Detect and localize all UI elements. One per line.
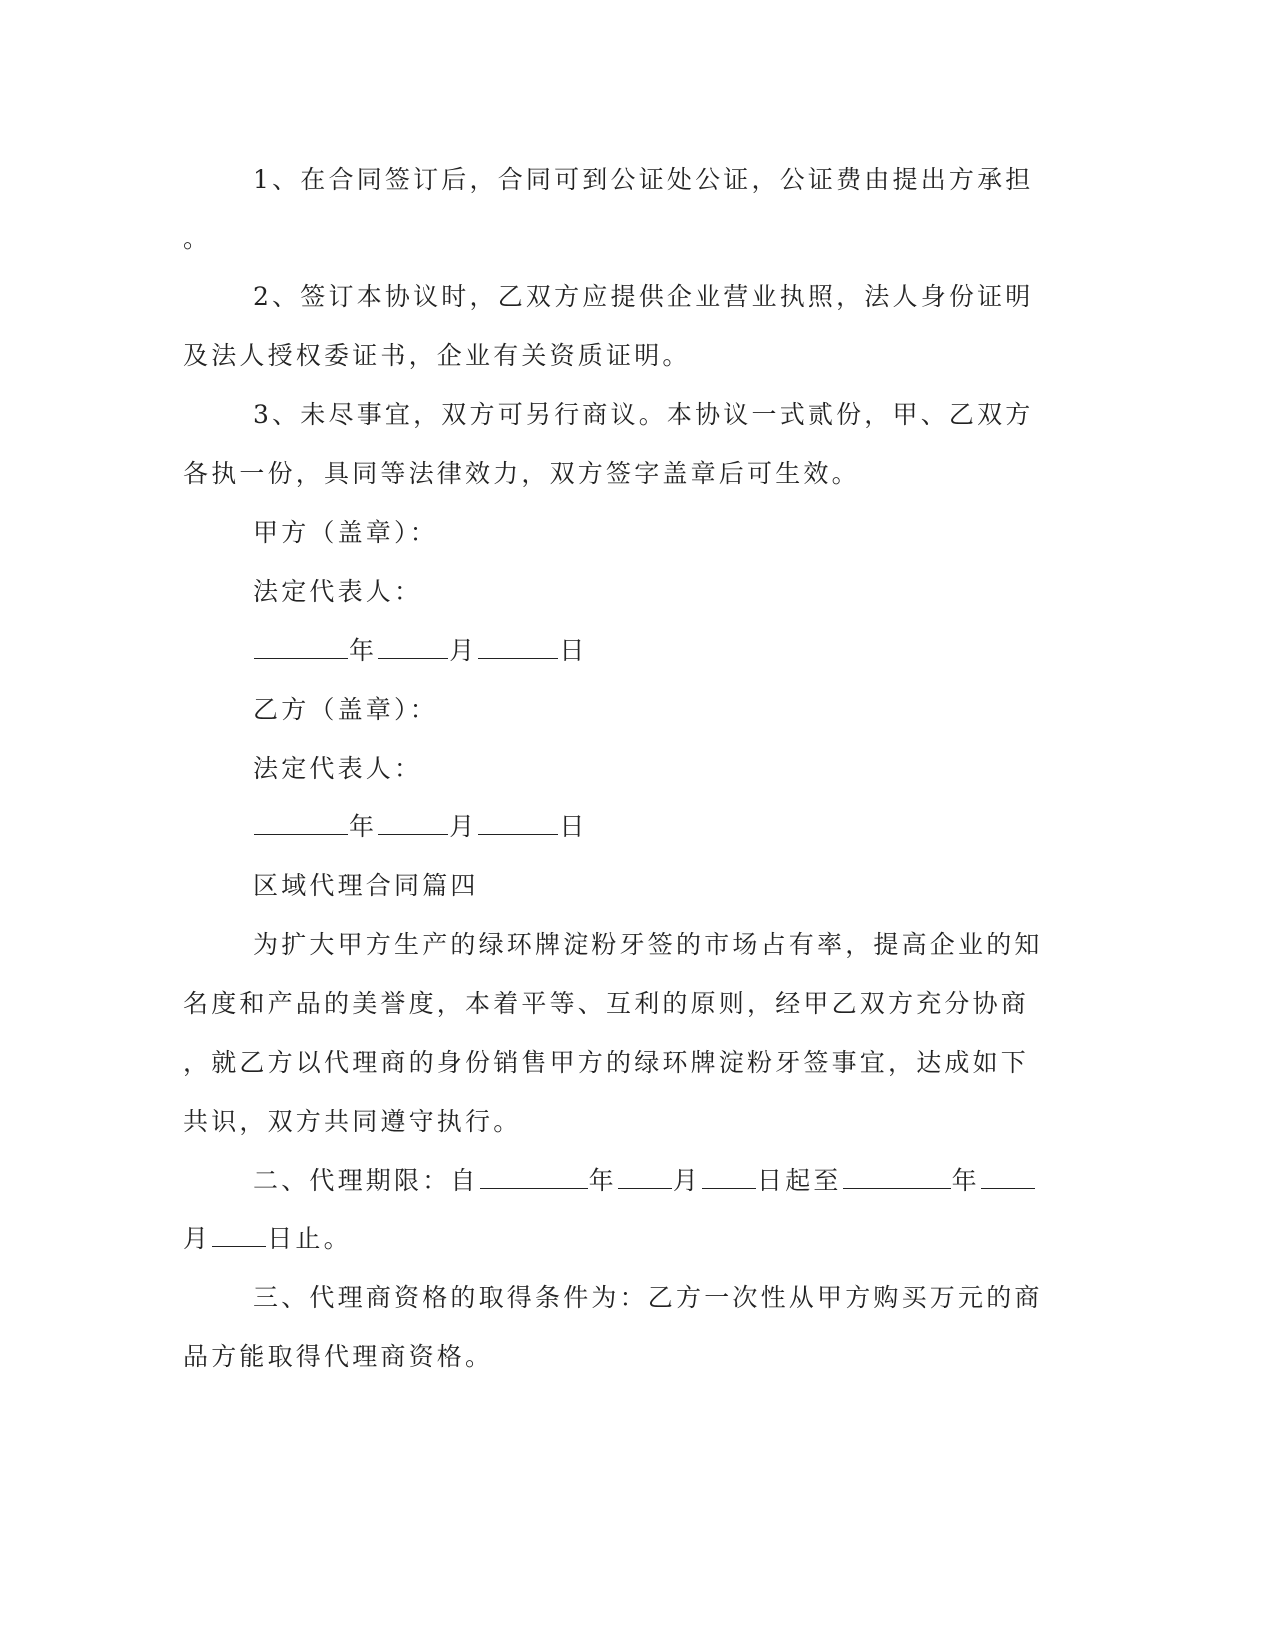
paragraph-line: 品方能取得代理商资格。 — [183, 1342, 494, 1371]
year-blank — [254, 634, 348, 659]
party-b-date-line — [253, 807, 1153, 847]
day-blank — [478, 810, 558, 835]
agency-period-line-continued — [183, 1219, 1083, 1259]
month-label: 月 — [449, 812, 478, 841]
paragraph-line: 三、代理商资格的取得条件为：乙方一次性从甲方购买万元的商 — [253, 1283, 1043, 1312]
start-day-label: 日起至 — [757, 1166, 842, 1195]
year-label: 年 — [349, 636, 378, 665]
end-day-label: 日止。 — [267, 1224, 352, 1253]
end-month-label: 月 — [183, 1224, 212, 1253]
start-day-blank — [702, 1164, 756, 1189]
party-a-date-line — [253, 631, 1153, 671]
end-month-blank — [981, 1164, 1035, 1189]
party-a-representative-label: 法定代表人： — [253, 577, 423, 606]
year-blank — [254, 810, 348, 835]
paragraph-line: 共识，双方共同遵守执行。 — [183, 1107, 522, 1136]
end-year-label: 年 — [951, 1166, 980, 1195]
agency-period-prefix: 二、代理期限：自 — [253, 1166, 479, 1195]
paragraph-line: 为扩大甲方生产的绿环牌淀粉牙签的市场占有率，提高企业的知 — [253, 930, 1043, 959]
month-blank — [378, 810, 448, 835]
start-year-blank — [480, 1164, 588, 1189]
start-month-label: 月 — [672, 1166, 702, 1195]
day-label: 日 — [559, 636, 588, 665]
section-heading: 区域代理合同篇四 — [253, 871, 479, 900]
party-a-seal-label: 甲方（盖章）： — [253, 518, 438, 547]
paragraph-line: 及法人授权委证书，企业有关资质证明。 — [183, 341, 691, 370]
end-day-blank — [212, 1222, 266, 1247]
paragraph-line: ，就乙方以代理商的身份销售甲方的绿环牌淀粉牙签事宜，达成如下 — [183, 1048, 1030, 1077]
paragraph-line: 名度和产品的美誉度，本着平等、互利的原则，经甲乙双方充分协商 — [183, 989, 1030, 1018]
party-b-representative-label: 法定代表人： — [253, 754, 423, 783]
month-label: 月 — [449, 636, 478, 665]
month-blank — [378, 634, 448, 659]
agency-period-line — [253, 1161, 1153, 1201]
paragraph-line: 。 — [183, 224, 212, 253]
day-label: 日 — [559, 812, 588, 841]
paragraph-line: 各执一份，具同等法律效力，双方签字盖章后可生效。 — [183, 459, 860, 488]
start-year-label: 年 — [588, 1166, 617, 1195]
day-blank — [478, 634, 558, 659]
paragraph-line: 3、未尽事宜，双方可另行商议。本协议一式贰份，甲、乙双方 — [253, 400, 1034, 429]
party-b-seal-label: 乙方（盖章）： — [253, 695, 438, 724]
year-label: 年 — [349, 812, 378, 841]
paragraph-line: 1、在合同签订后，合同可到公证处公证，公证费由提出方承担 — [253, 165, 1034, 194]
paragraph-line: 2、签订本协议时，乙双方应提供企业营业执照，法人身份证明 — [253, 282, 1034, 311]
end-year-blank — [843, 1164, 951, 1189]
start-month-blank — [618, 1164, 672, 1189]
